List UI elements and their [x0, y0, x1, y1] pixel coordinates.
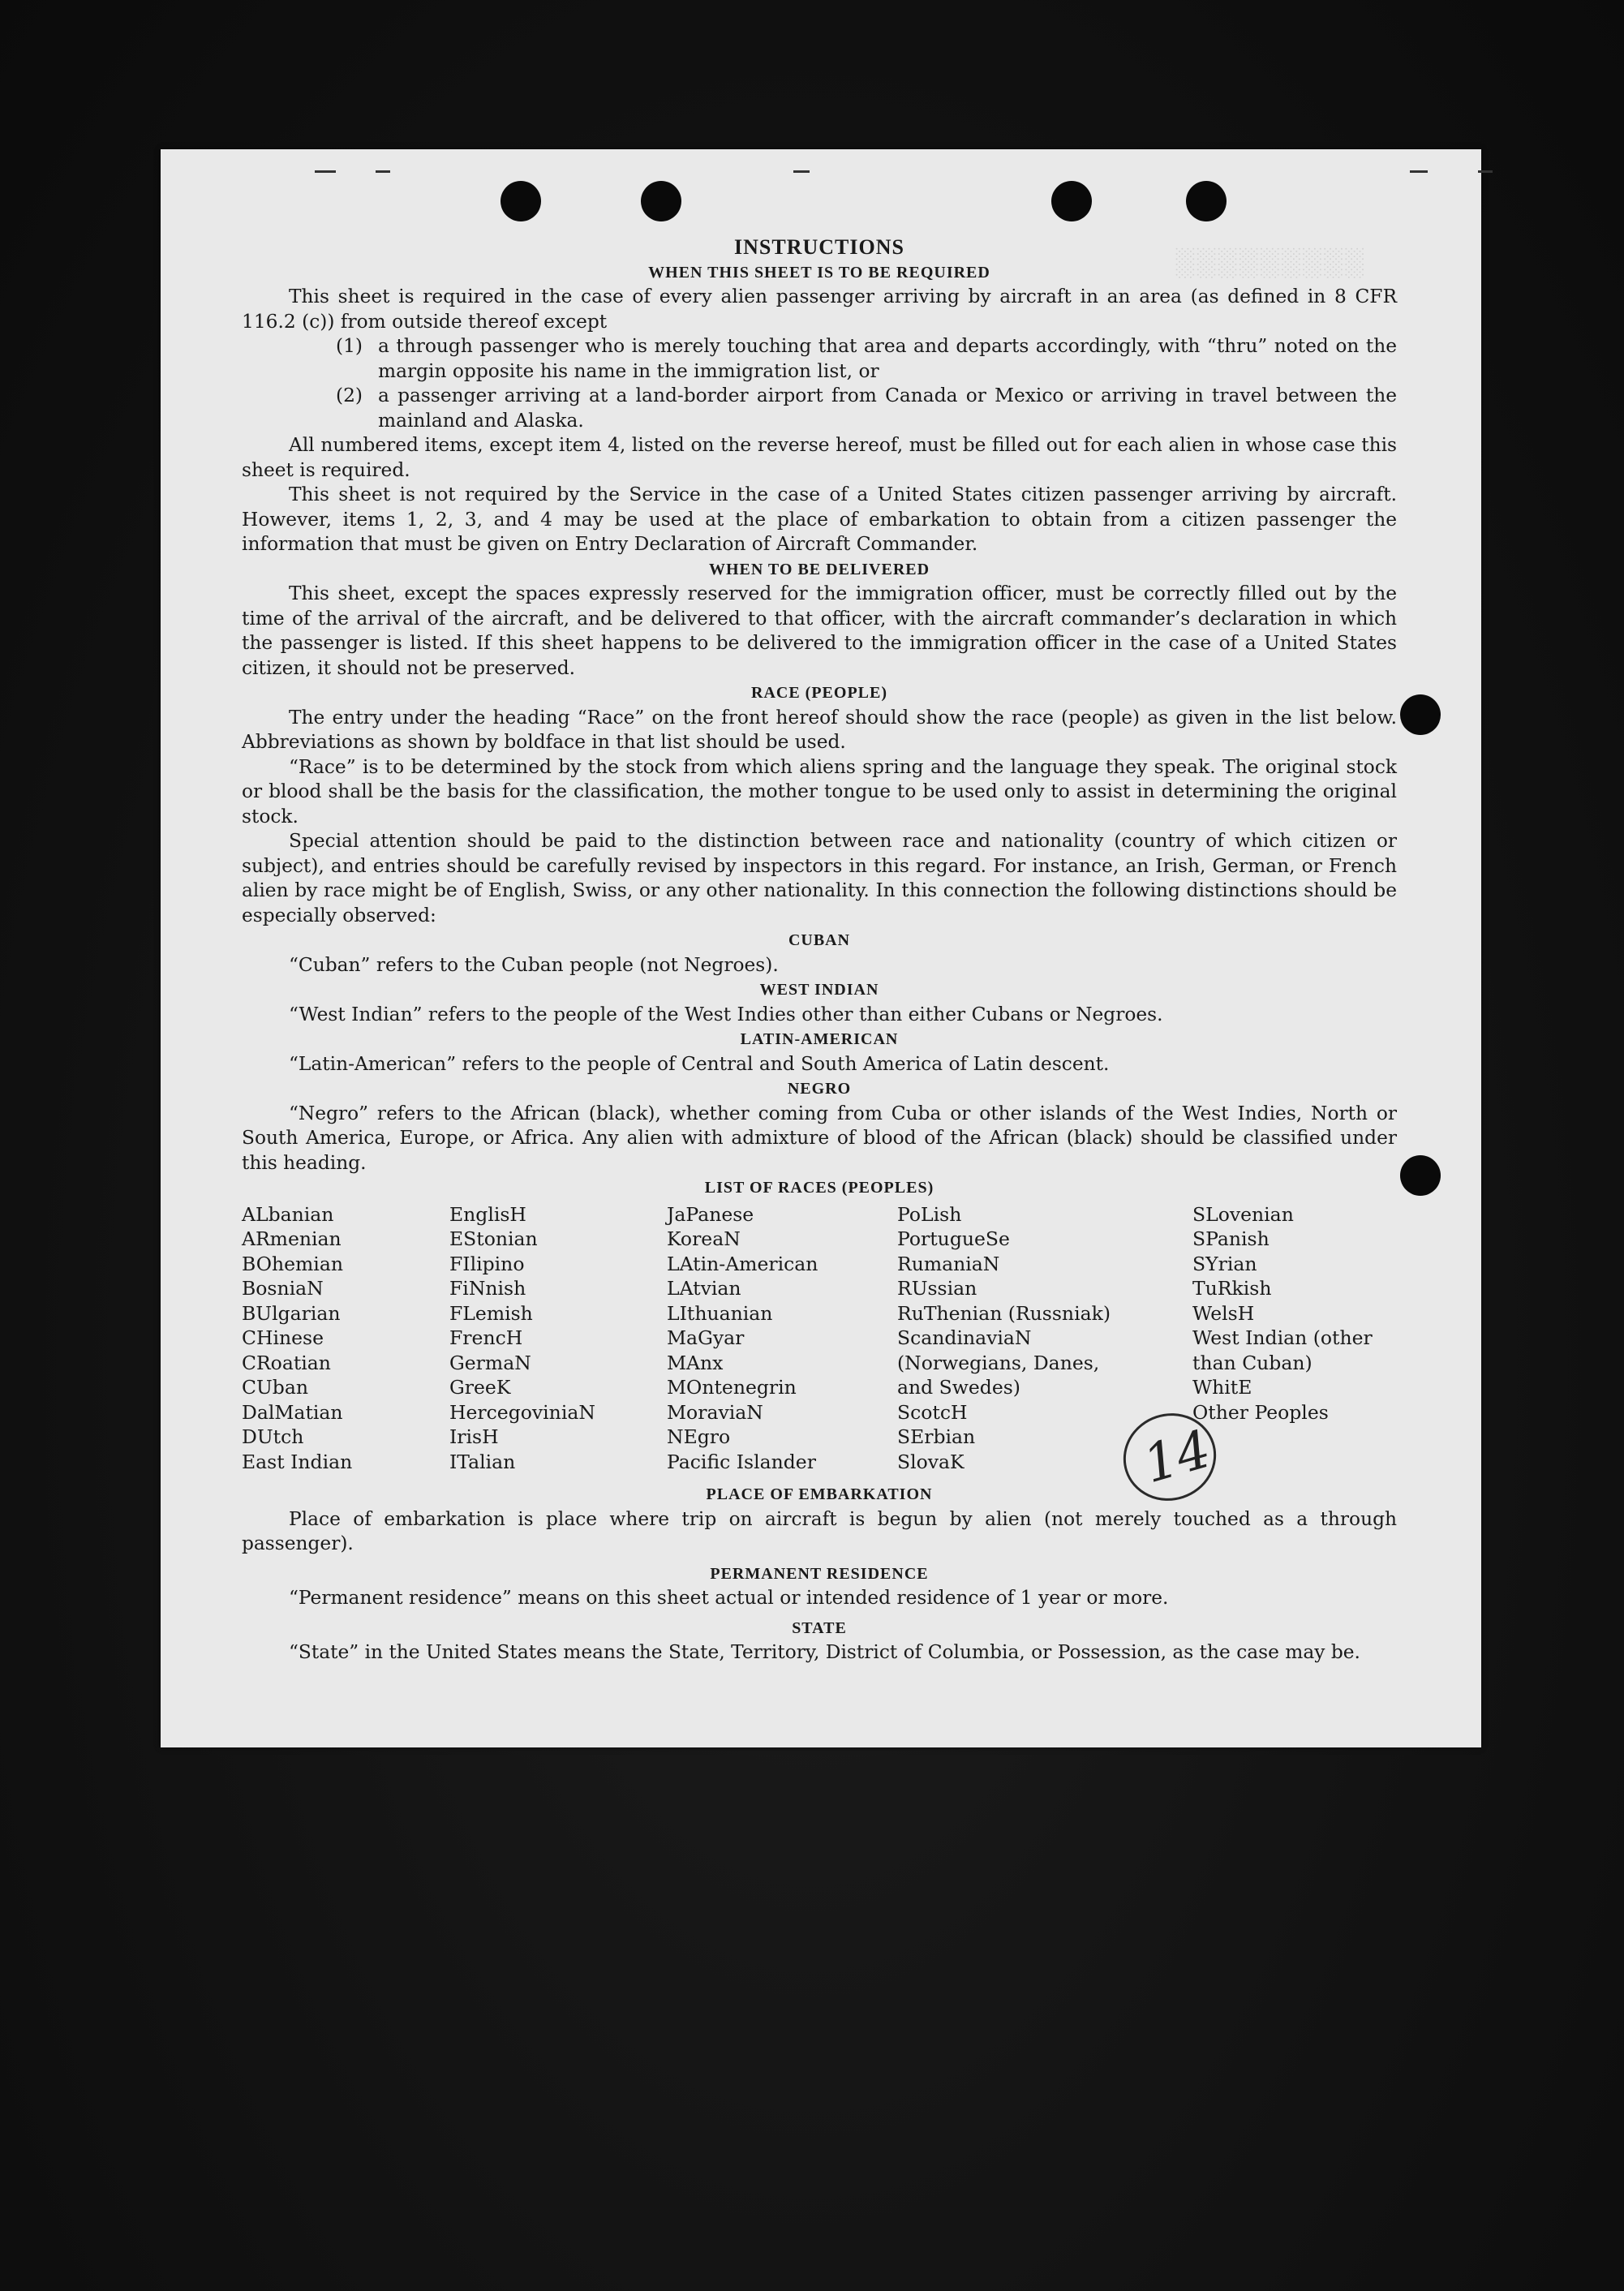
when-delivered-p1: This sheet, except the spaces expressly reserved for the immigration officer, must be correctly filled out by the time of the arrival of the aircraft, and be delivered to that officer, with the aircraft commander’s declaration in which the passenger is listed. If this sheet happens to be delivered to the immigration officer in the case of a United States citizen, it should not be preserved.	[242, 582, 1397, 679]
race-entry: MOntenegrin	[667, 1376, 797, 1399]
circled-number-mark	[1111, 1402, 1233, 1512]
race-entry: WhitE	[1192, 1376, 1252, 1399]
race-entry: LAtvian	[667, 1277, 741, 1300]
when-required-p3: This sheet is not required by the Service in the case of a United States citizen passenger arriving by aircraft. However, items 1, 2, 3, and 4 may be used at the place of embarkation to obtain from a citizen passenger the information that must be given on Entry Declaration of Aircraft Commander.	[242, 484, 1397, 555]
race-entry: RUssian	[897, 1277, 977, 1300]
race-entry: ITalian	[449, 1450, 516, 1473]
race-entry: KoreaN	[667, 1227, 741, 1250]
latin-american-p1: “Latin-American” refers to the people of Central and South America of Latin descent.	[289, 1052, 1110, 1075]
punch-hole	[501, 181, 541, 221]
race-entry: FLemish	[449, 1301, 533, 1325]
race-p1: The entry under the heading “Race” on the front hereof should show the race (people) as given in the list below. Abbreviations as shown by boldface in that list should be used.	[242, 706, 1397, 753]
race-entry: EStonian	[449, 1227, 538, 1250]
race-entry: LIthuanian	[667, 1301, 773, 1325]
heading-state: STATE	[792, 1618, 847, 1637]
race-entry: GermaN	[449, 1351, 531, 1374]
race-entry: MAnx	[667, 1351, 724, 1374]
race-entry: RumaniaN	[897, 1252, 1000, 1275]
state-p1: “State” in the United States means the State, Territory, District of Columbia, or Possession, as the case may be.	[289, 1641, 1360, 1663]
race-entry: PoLish	[897, 1202, 962, 1226]
item-text: a through passenger who is merely touching that area and departs accordingly, with “thru” noted on the margin opposite his name in the immigration list, or	[378, 335, 1397, 382]
heading-race: RACE (PEOPLE)	[751, 684, 887, 702]
race-p2: “Race” is to be determined by the stock from which aliens spring and the language they speak. The original stock or blood shall be the basis for the classification, the mother tongue to be used only to assist in determining the original stock.	[242, 755, 1397, 827]
race-entry: BUlgarian	[242, 1301, 341, 1325]
race-entry: FIlipino	[449, 1252, 525, 1275]
heading-negro: NEGRO	[787, 1080, 852, 1098]
exception-item-1	[336, 334, 1397, 384]
race-entry: FiNnish	[449, 1277, 526, 1300]
race-entry: ARmenian	[242, 1227, 342, 1250]
negro-p1: “Negro” refers to the African (black), whether coming from Cuba or other islands of the West Indies, North or South America, Europe, or Africa. Any alien with admixture of blood of the African (black) should be classified under this heading.	[242, 1102, 1397, 1174]
race-entry: RuThenian (Russniak)	[897, 1301, 1111, 1325]
race-entry: BOhemian	[242, 1252, 343, 1275]
top-edge-marks	[161, 157, 1481, 182]
race-entry: PortugueSe	[897, 1227, 1010, 1250]
race-entry: GreeK	[449, 1376, 511, 1399]
race-entry: ScandinaviaN (Norwegians, Danes, and Swedes)	[897, 1326, 1100, 1399]
when-required-p2: All numbered items, except item 4, listed on the reverse hereof, must be filled out for each alien in whose case this sheet is required.	[242, 434, 1397, 481]
item-number: (1)	[336, 335, 363, 357]
race-entry: West Indian (other than Cuban)	[1192, 1326, 1373, 1374]
punch-hole	[1186, 181, 1227, 221]
instruction-sheet	[161, 149, 1481, 1747]
west-indian-p1: “West Indian” refers to the people of the West Indies other than either Cubans or Negroes.	[289, 1003, 1163, 1025]
races-column-1	[242, 1202, 449, 1475]
heading-when-required: WHEN THIS SHEET IS TO BE REQUIRED	[648, 263, 990, 282]
race-entry: TuRkish	[1192, 1277, 1272, 1300]
race-entry: CHinese	[242, 1326, 324, 1349]
race-entry: MaGyar	[667, 1326, 745, 1349]
when-required-intro: This sheet is required in the case of every alien passenger arriving by aircraft in an area (as defined in 8 CFR 116.2 (c)) from outside thereof except	[242, 286, 1397, 333]
race-entry: Other Peoples	[1192, 1400, 1329, 1424]
punch-hole	[641, 181, 681, 221]
race-entry: East Indian	[242, 1450, 353, 1473]
race-entry: MoraviaN	[667, 1400, 763, 1424]
race-entry: CRoatian	[242, 1351, 331, 1374]
race-p3: Special attention should be paid to the distinction between race and nationality (country of which citizen or subject), and entries should be carefully revised by inspectors in this regard. For instance, an Irish, German, or French alien by race might be of English, Swiss, or any other nationality. In this connection the following distinctions should be especially observed:	[242, 830, 1397, 926]
race-entry: SPanish	[1192, 1227, 1270, 1250]
heading-when-delivered: WHEN TO BE DELIVERED	[708, 560, 930, 578]
punch-hole	[1400, 694, 1441, 735]
race-entry: EnglisH	[449, 1202, 526, 1226]
item-number: (2)	[336, 385, 363, 406]
exception-item-2	[336, 384, 1397, 433]
residence-p1: “Permanent residence” means on this sheet actual or intended residence of 1 year or more.	[289, 1587, 1169, 1609]
embarkation-p1: Place of embarkation is place where trip on aircraft is begun by alien (not merely touched as a through passenger).	[242, 1507, 1397, 1554]
punch-hole	[1051, 181, 1092, 221]
race-entry: IrisH	[449, 1425, 499, 1448]
handwritten-annotation	[1111, 1402, 1233, 1512]
race-entry: ALbanian	[242, 1202, 334, 1226]
heading-permanent-residence: PERMANENT RESIDENCE	[710, 1564, 929, 1583]
heading-latin-american: LATIN-AMERICAN	[740, 1030, 899, 1048]
bleed-through-text: ░░░░░░░░░	[1175, 247, 1365, 277]
race-entry: NEgro	[667, 1425, 731, 1448]
punch-hole	[1400, 1155, 1441, 1196]
races-column-2	[449, 1202, 667, 1475]
heading-cuban: CUBAN	[788, 931, 851, 949]
race-entry: CUban	[242, 1376, 308, 1399]
race-entry: DalMatian	[242, 1400, 343, 1424]
race-entry: DUtch	[242, 1425, 304, 1448]
race-entry: JaPanese	[667, 1202, 754, 1226]
annotation-text: 14	[1136, 1419, 1218, 1496]
race-entry: LAtin-American	[667, 1252, 818, 1275]
cuban-p1: “Cuban” refers to the Cuban people (not Negroes).	[289, 953, 779, 976]
item-text: a passenger arriving at a land-border airport from Canada or Mexico or arriving in travel between the mainland and Alaska.	[378, 385, 1397, 432]
race-entry: SLovenian	[1192, 1202, 1294, 1226]
heading-embarkation: PLACE OF EMBARKATION	[706, 1485, 933, 1503]
race-entry: SYrian	[1192, 1252, 1257, 1275]
race-entry: SlovaK	[897, 1450, 965, 1473]
heading-west-indian: WEST INDIAN	[759, 981, 879, 999]
race-entry: HercegoviniaN	[449, 1400, 595, 1424]
page-title: INSTRUCTIONS	[734, 235, 904, 259]
race-entry: BosniaN	[242, 1277, 324, 1300]
race-entry: Pacific Islander	[667, 1450, 816, 1473]
heading-list-of-races: LIST OF RACES (PEOPLES)	[704, 1179, 934, 1197]
race-entry: SErbian	[897, 1425, 976, 1448]
race-entry: FrencH	[449, 1326, 523, 1349]
races-column-3	[667, 1202, 897, 1475]
race-entry: ScotcH	[897, 1400, 968, 1424]
race-entry: WelsH	[1192, 1301, 1255, 1325]
